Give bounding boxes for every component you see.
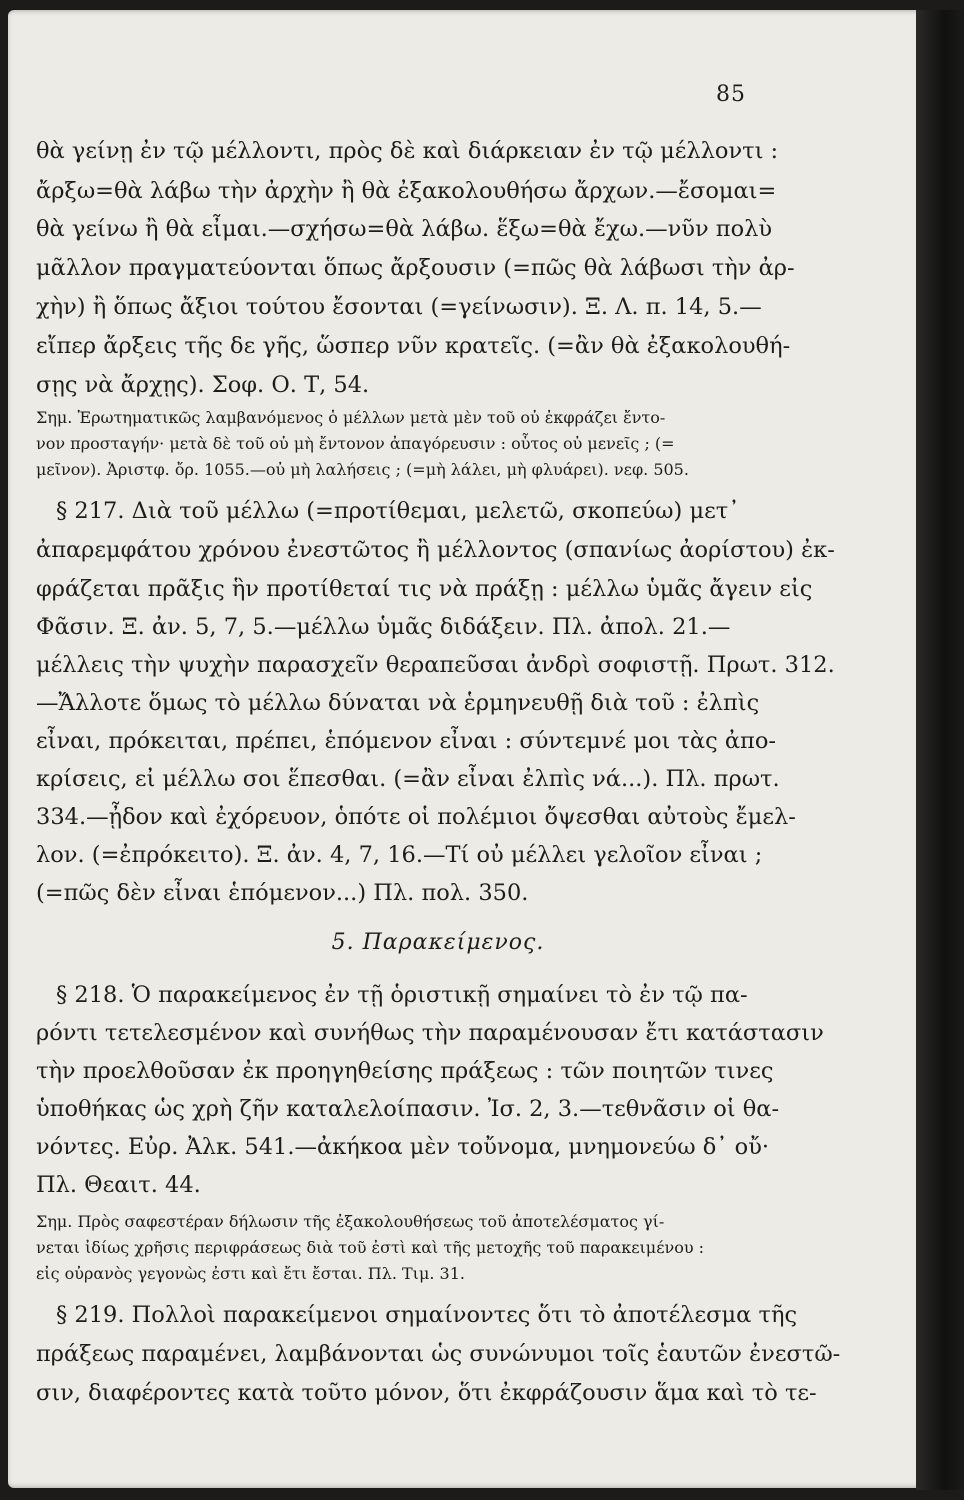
text-line: εἴπερ ἄρξεις τῆς δε γῆς, ὥσπερ νῦν κρατεῖς. (=ἂν θὰ ἐξακολουθή- (36, 333, 791, 359)
text-line: § 217. Διὰ τοῦ μέλλω (=προτίθεμαι, μελετῶ, σκοπεύω) μετ᾿ (56, 498, 740, 524)
text-line: § 218. Ὁ παρακείμενος ἐν τῇ ὁριστικῇ σημαίνει τὸ ἐν τῷ πα- (56, 982, 748, 1008)
text-line: ρόντι τετελεσμένον καὶ συνήθως τὴν παραμένουσαν ἔτι κατάστασιν (36, 1020, 824, 1046)
text-line: (=πῶς δὲν εἶναι ἑπόμενον...) Πλ. πολ. 350. (36, 880, 529, 906)
text-line: 334.—ᾖδον καὶ ἐχόρευον, ὁπότε οἱ πολέμιοι ὄψεσθαι αὐτοὺς ἔμελ- (36, 804, 796, 830)
text-line: μᾶλλον πραγματεύονται ὅπως ἄρξουσιν (=πῶς θὰ λάβωσι τὴν ἀρ- (36, 255, 795, 281)
section-heading: 5. Παρακείμενος. (331, 930, 545, 955)
text-line: σῃς νὰ ἄρχῃς). Σοφ. Ο. Τ, 54. (36, 372, 370, 398)
text-line: θὰ γείνῃ ἐν τῷ μέλλοντι, πρὸς δὲ καὶ διάρκειαν ἐν τῷ μέλλοντι : (36, 138, 779, 164)
text-line: λον. (=ἐπρόκειτο). Ξ. ἀν. 4, 7, 16.—Τί οὐ μέλλει γελοῖον εἶναι ; (36, 842, 763, 868)
text-line: τὴν προελθοῦσαν ἐκ προηγηθείσης πράξεως : τῶν ποιητῶν τινες (36, 1058, 774, 1084)
page-number: 85 (716, 82, 746, 107)
note-line: μεῖνον). Ἀριστφ. ὄρ. 1055.—οὐ μὴ λαλήσεις ; (=μὴ λάλει, μὴ φλυάρει). νεφ. 505. (36, 460, 689, 479)
text-line: ὑποθήκας ὡς χρὴ ζῆν καταλελοίπασιν. Ἰσ. 2, 3.—τεθνᾶσιν οἱ θα- (36, 1096, 780, 1122)
text-line: —Ἄλλοτε ὅμως τὸ μέλλω δύναται νὰ ἑρμηνευθῇ διὰ τοῦ : ἐλπὶς (36, 690, 760, 716)
text-line: ἄρξω=θὰ λάβω τὴν ἀρχὴν ἢ θὰ ἐξακολουθήσω ἄρχων.—ἔσομαι= (36, 178, 777, 204)
note-line: Σημ. Πρὸς σαφεστέραν δήλωσιν τῆς ἐξακολουθήσεως τοῦ ἀποτελέσματος γί- (36, 1212, 665, 1231)
book-page (8, 10, 926, 1488)
text-line: νόντες. Εὐρ. Ἀλκ. 541.—ἀκήκοα μὲν τοὔνομα, μνημονεύω δ᾿ οὔ· (36, 1134, 770, 1160)
text-line: § 219. Πολλοὶ παρακείμενοι σημαίνοντες ὅτι τὸ ἀποτέλεσμα τῆς (56, 1302, 798, 1328)
text-line: εἶναι, πρόκειται, πρέπει, ἑπόμενον εἶναι : σύντεμνέ μοι τὰς ἀπο- (36, 728, 776, 754)
text-line: ἀπαρεμφάτου χρόνου ἐνεστῶτος ἢ μέλλοντος (σπανίως ἀορίστου) ἐκ- (36, 537, 835, 563)
text-line: θὰ γείνω ἢ θὰ εἶμαι.—σχήσω=θὰ λάβω. ἕξω=θὰ ἔχω.—νῦν πολὺ (36, 216, 773, 242)
note-line: νον προσταγήν· μετὰ δὲ τοῦ οὐ μὴ ἔντονον ἀπαγόρευσιν : οὗτος οὐ μενεῖς ; (= (36, 434, 675, 453)
text-line: Πλ. Θεαιτ. 44. (36, 1172, 201, 1198)
note-line: εἰς οὐρανὸς γεγονὼς ἐστι καὶ ἔτι ἔσται. Πλ. Τιμ. 31. (36, 1264, 465, 1283)
text-line: πράξεως παραμένει, λαμβάνονται ὡς συνώνυμοι τοῖς ἑαυτῶν ἐνεστῶ- (36, 1341, 841, 1367)
text-line: Φᾶσιν. Ξ. ἀν. 5, 7, 5.—μέλλω ὑμᾶς διδάξειν. Πλ. ἀπολ. 21.— (36, 614, 731, 640)
text-line: χὴν) ἢ ὅπως ἄξιοι τούτου ἔσονται (=γείνωσιν). Ξ. Λ. π. 14, 5.— (36, 294, 762, 320)
note-line: Σημ. Ἐρωτηματικῶς λαμβανόμενος ὁ μέλλων μετὰ μὲν τοῦ οὐ ἐκφράζει ἔντο- (36, 408, 666, 427)
text-line: φράζεται πρᾶξις ἣν προτίθεταί τις νὰ πράξῃ : μέλλω ὑμᾶς ἄγειν εἰς (36, 576, 813, 602)
text-line: κρίσεις, εἰ μέλλω σοι ἕπεσθαι. (=ἂν εἶναι ἐλπὶς νά...). Πλ. πρωτ. (36, 766, 780, 792)
text-line: σιν, διαφέροντες κατὰ τοῦτο μόνον, ὅτι ἐκφράζουσιν ἅμα καὶ τὸ τε- (36, 1380, 817, 1406)
book-spine-shadow (916, 10, 964, 1490)
note-line: νεται ἰδίως χρῆσις περιφράσεως διὰ τοῦ ἐστὶ καὶ τῆς μετοχῆς τοῦ παρακειμένου : (36, 1238, 705, 1257)
text-line: μέλλεις τὴν ψυχὴν παρασχεῖν θεραπεῦσαι ἀνδρὶ σοφιστῇ. Πρωτ. 312. (36, 652, 835, 678)
